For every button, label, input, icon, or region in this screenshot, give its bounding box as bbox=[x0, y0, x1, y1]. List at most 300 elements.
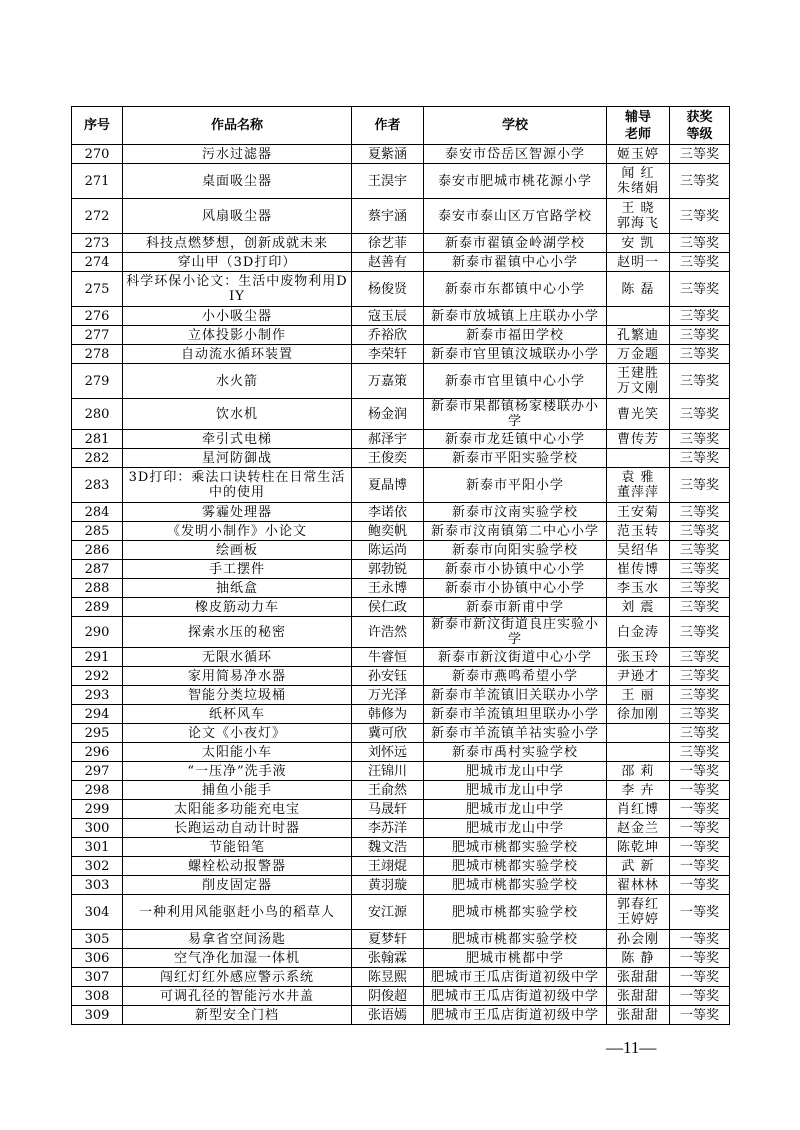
teacher-name: 李 卉 bbox=[621, 782, 655, 798]
row-title-cell: 抽纸盒 bbox=[123, 579, 352, 598]
row-author-cell: 李苏洋 bbox=[352, 819, 424, 838]
row-teacher-cell bbox=[607, 449, 670, 468]
row-title-cell: 科学环保小论文：生活中废物利用DIY bbox=[123, 272, 352, 307]
table-row bbox=[72, 800, 730, 819]
row-teacher-cell bbox=[607, 541, 670, 560]
row-no-cell: 300 bbox=[72, 819, 123, 838]
row-no-cell: 277 bbox=[72, 326, 123, 345]
header-teacher-line2: 老师 bbox=[624, 126, 651, 142]
row-school-cell: 肥城市龙山中学 bbox=[424, 781, 607, 800]
row-school-cell: 新泰市官里镇中心小学 bbox=[424, 364, 607, 399]
row-title-cell: 水火箭 bbox=[123, 364, 352, 399]
row-teacher-cell bbox=[607, 968, 670, 987]
row-teacher-cell bbox=[607, 648, 670, 667]
row-no-cell: 273 bbox=[72, 234, 123, 253]
teacher-name: 李玉水 bbox=[616, 580, 659, 596]
row-no-cell: 289 bbox=[72, 598, 123, 617]
row-teacher-cell bbox=[607, 1006, 670, 1025]
row-title-cell: 《发明小制作》小论文 bbox=[123, 522, 352, 541]
row-award-cell: 三等奖 bbox=[670, 253, 730, 272]
table-row bbox=[72, 617, 730, 648]
row-school-cell: 新泰市新汶街道中心小学 bbox=[424, 648, 607, 667]
table-row bbox=[72, 560, 730, 579]
row-teacher-cell bbox=[607, 307, 670, 326]
row-award-cell: 三等奖 bbox=[670, 560, 730, 579]
table-row bbox=[72, 857, 730, 876]
row-school-cell: 新泰市平阳小学 bbox=[424, 468, 607, 503]
row-school-cell: 新泰市新汶街道良庄实验小学 bbox=[424, 617, 607, 648]
teacher-name: 郭海飞 bbox=[616, 216, 659, 231]
row-title-cell: 橡皮筋动力车 bbox=[123, 598, 352, 617]
row-title-cell: 立体投影小制作 bbox=[123, 326, 352, 345]
row-no-cell: 270 bbox=[72, 145, 123, 164]
table-row bbox=[72, 686, 730, 705]
row-teacher-cell bbox=[607, 949, 670, 968]
row-title-cell: 牵引式电梯 bbox=[123, 430, 352, 449]
row-no-cell: 285 bbox=[72, 522, 123, 541]
row-teacher-cell bbox=[607, 800, 670, 819]
row-award-cell: 三等奖 bbox=[670, 449, 730, 468]
row-title-cell: 智能分类垃圾桶 bbox=[123, 686, 352, 705]
row-school-cell: 肥城市王瓜店街道初级中学 bbox=[424, 968, 607, 987]
row-teacher-cell bbox=[607, 667, 670, 686]
award-table bbox=[71, 106, 730, 1025]
row-school-cell: 新泰市翟镇金岭湖学校 bbox=[424, 234, 607, 253]
row-teacher-cell bbox=[607, 164, 670, 199]
row-award-cell: 一等奖 bbox=[670, 987, 730, 1006]
row-teacher-cell bbox=[607, 522, 670, 541]
row-award-cell: 三等奖 bbox=[670, 399, 730, 430]
row-teacher-cell bbox=[607, 987, 670, 1006]
row-title-cell: 螺栓松动报警器 bbox=[123, 857, 352, 876]
row-title-cell: 太阳能小车 bbox=[123, 743, 352, 762]
row-no-cell: 294 bbox=[72, 705, 123, 724]
row-school-cell: 肥城市桃都实验学校 bbox=[424, 857, 607, 876]
table-row bbox=[72, 667, 730, 686]
teacher-name: 孙会刚 bbox=[616, 931, 659, 947]
row-author-cell: 陈昱熙 bbox=[352, 968, 424, 987]
row-author-cell: 王俞然 bbox=[352, 781, 424, 800]
row-no-cell: 307 bbox=[72, 968, 123, 987]
row-no-cell: 291 bbox=[72, 648, 123, 667]
row-title-cell: 绘画板 bbox=[123, 541, 352, 560]
teacher-name: 陈 磊 bbox=[621, 281, 655, 297]
row-award-cell: 一等奖 bbox=[670, 876, 730, 895]
row-teacher-cell bbox=[607, 145, 670, 164]
header-author: 作者 bbox=[352, 107, 424, 145]
table-row bbox=[72, 1006, 730, 1025]
row-teacher-cell bbox=[607, 838, 670, 857]
row-author-cell: 李诺依 bbox=[352, 503, 424, 522]
table-row bbox=[72, 541, 730, 560]
teacher-name: 曹传芳 bbox=[616, 431, 659, 447]
row-author-cell: 韩修为 bbox=[352, 705, 424, 724]
teacher-name: 吴绍华 bbox=[616, 542, 659, 558]
table-row bbox=[72, 895, 730, 930]
row-no-cell: 292 bbox=[72, 667, 123, 686]
row-award-cell: 三等奖 bbox=[670, 522, 730, 541]
teacher-name: 赵明一 bbox=[616, 254, 659, 270]
row-title-cell: 易拿省空间汤匙 bbox=[123, 930, 352, 949]
row-no-cell: 281 bbox=[72, 430, 123, 449]
teacher-name: 王建胜 bbox=[616, 366, 659, 381]
row-teacher-cell bbox=[607, 617, 670, 648]
row-title-cell: 可调孔径的智能污水井盖 bbox=[123, 987, 352, 1006]
row-teacher-cell bbox=[607, 579, 670, 598]
teacher-name: 万金题 bbox=[616, 346, 659, 362]
row-title-cell: 太阳能多功能充电宝 bbox=[123, 800, 352, 819]
row-school-cell: 新泰市汶南实验学校 bbox=[424, 503, 607, 522]
row-award-cell: 三等奖 bbox=[670, 617, 730, 648]
teacher-name: 崔传博 bbox=[616, 561, 659, 577]
row-award-cell: 三等奖 bbox=[670, 724, 730, 743]
row-title-cell: 科技点燃梦想，创新成就未来 bbox=[123, 234, 352, 253]
teacher-name: 陈 静 bbox=[621, 950, 655, 966]
row-award-cell: 三等奖 bbox=[670, 598, 730, 617]
teacher-name: 张甜甜 bbox=[616, 1007, 659, 1023]
row-no-cell: 297 bbox=[72, 762, 123, 781]
row-author-cell: 万光泽 bbox=[352, 686, 424, 705]
row-school-cell: 肥城市桃都实验学校 bbox=[424, 876, 607, 895]
row-author-cell: 郝泽宇 bbox=[352, 430, 424, 449]
teacher-name: 王 晓 bbox=[621, 201, 655, 216]
table-row bbox=[72, 468, 730, 503]
header-title: 作品名称 bbox=[123, 107, 352, 145]
row-title-cell: 论文《小夜灯》 bbox=[123, 724, 352, 743]
row-teacher-cell bbox=[607, 781, 670, 800]
row-author-cell: 陈运尚 bbox=[352, 541, 424, 560]
row-teacher-cell bbox=[607, 895, 670, 930]
table-row bbox=[72, 579, 730, 598]
row-school-cell: 肥城市王瓜店街道初级中学 bbox=[424, 987, 607, 1006]
row-teacher-cell bbox=[607, 364, 670, 399]
row-award-cell: 三等奖 bbox=[670, 199, 730, 234]
row-author-cell: 徐艺菲 bbox=[352, 234, 424, 253]
row-title-cell: 小小吸尘器 bbox=[123, 307, 352, 326]
row-award-cell: 三等奖 bbox=[670, 468, 730, 503]
header-award-line1: 获奖 bbox=[686, 109, 713, 125]
row-title-cell: 探索水压的秘密 bbox=[123, 617, 352, 648]
row-teacher-cell bbox=[607, 743, 670, 762]
row-award-cell: 一等奖 bbox=[670, 895, 730, 930]
row-award-cell: 三等奖 bbox=[670, 326, 730, 345]
row-teacher-cell bbox=[607, 430, 670, 449]
row-no-cell: 284 bbox=[72, 503, 123, 522]
row-author-cell: 郭勃锐 bbox=[352, 560, 424, 579]
table-row bbox=[72, 522, 730, 541]
row-teacher-cell bbox=[607, 345, 670, 364]
row-author-cell: 侯仁政 bbox=[352, 598, 424, 617]
row-school-cell: 肥城市桃都实验学校 bbox=[424, 838, 607, 857]
row-no-cell: 271 bbox=[72, 164, 123, 199]
teacher-name: 刘 震 bbox=[621, 599, 655, 615]
row-author-cell: 汪锦川 bbox=[352, 762, 424, 781]
teacher-name: 赵金兰 bbox=[616, 820, 659, 836]
row-award-cell: 一等奖 bbox=[670, 762, 730, 781]
row-award-cell: 一等奖 bbox=[670, 838, 730, 857]
table-row bbox=[72, 164, 730, 199]
row-author-cell: 鲍奕帆 bbox=[352, 522, 424, 541]
row-award-cell: 三等奖 bbox=[670, 272, 730, 307]
row-school-cell: 新泰市翟镇中心小学 bbox=[424, 253, 607, 272]
row-author-cell: 万嘉策 bbox=[352, 364, 424, 399]
row-award-cell: 三等奖 bbox=[670, 430, 730, 449]
row-school-cell: 新泰市新甫中学 bbox=[424, 598, 607, 617]
row-title-cell: 饮水机 bbox=[123, 399, 352, 430]
teacher-name: 武 新 bbox=[621, 858, 655, 874]
row-award-cell: 三等奖 bbox=[670, 579, 730, 598]
row-award-cell: 三等奖 bbox=[670, 667, 730, 686]
row-school-cell: 新泰市东都镇中心小学 bbox=[424, 272, 607, 307]
row-author-cell: 夏梦轩 bbox=[352, 930, 424, 949]
row-teacher-cell bbox=[607, 876, 670, 895]
row-title-cell: 捕鱼小能手 bbox=[123, 781, 352, 800]
row-author-cell: 王淏宇 bbox=[352, 164, 424, 199]
table-row bbox=[72, 968, 730, 987]
row-school-cell: 新泰市羊流镇羊祜实验小学 bbox=[424, 724, 607, 743]
table-row bbox=[72, 987, 730, 1006]
row-no-cell: 275 bbox=[72, 272, 123, 307]
row-author-cell: 安江源 bbox=[352, 895, 424, 930]
table-row bbox=[72, 364, 730, 399]
row-title-cell: 空气净化加湿一体机 bbox=[123, 949, 352, 968]
row-title-cell: 新型安全门档 bbox=[123, 1006, 352, 1025]
teacher-name: 郭春红 bbox=[616, 897, 659, 912]
table-row bbox=[72, 781, 730, 800]
row-author-cell: 寇玉辰 bbox=[352, 307, 424, 326]
table-row bbox=[72, 253, 730, 272]
table-body bbox=[72, 145, 730, 1025]
row-teacher-cell bbox=[607, 199, 670, 234]
row-teacher-cell bbox=[607, 686, 670, 705]
row-award-cell: 三等奖 bbox=[670, 307, 730, 326]
table-row bbox=[72, 930, 730, 949]
row-title-cell: 无限水循环 bbox=[123, 648, 352, 667]
row-school-cell: 新泰市平阳实验学校 bbox=[424, 449, 607, 468]
row-school-cell: 新泰市禹村实验学校 bbox=[424, 743, 607, 762]
row-author-cell: 乔裕欣 bbox=[352, 326, 424, 345]
row-author-cell: 王俊奕 bbox=[352, 449, 424, 468]
table-row bbox=[72, 648, 730, 667]
table-row bbox=[72, 743, 730, 762]
teacher-name: 徐加刚 bbox=[616, 706, 659, 722]
row-school-cell: 新泰市羊流镇旧关联办小学 bbox=[424, 686, 607, 705]
row-school-cell: 新泰市向阳实验学校 bbox=[424, 541, 607, 560]
row-no-cell: 305 bbox=[72, 930, 123, 949]
row-title-cell: 3D打印：乘法口诀转柱在日常生活中的使用 bbox=[123, 468, 352, 503]
row-title-cell: 自动流水循环装置 bbox=[123, 345, 352, 364]
row-no-cell: 293 bbox=[72, 686, 123, 705]
teacher-name: 姬玉婷 bbox=[616, 146, 659, 162]
table-row bbox=[72, 949, 730, 968]
row-title-cell: 家用简易净水器 bbox=[123, 667, 352, 686]
table-row bbox=[72, 819, 730, 838]
row-no-cell: 282 bbox=[72, 449, 123, 468]
teacher-name: 王婷婷 bbox=[616, 912, 659, 927]
row-school-cell: 肥城市龙山中学 bbox=[424, 819, 607, 838]
row-author-cell: 夏晶博 bbox=[352, 468, 424, 503]
teacher-name: 白金涛 bbox=[616, 624, 659, 640]
teacher-name: 张玉玲 bbox=[616, 649, 659, 665]
row-author-cell: 杨俊贤 bbox=[352, 272, 424, 307]
row-no-cell: 308 bbox=[72, 987, 123, 1006]
row-teacher-cell bbox=[607, 253, 670, 272]
row-no-cell: 299 bbox=[72, 800, 123, 819]
row-title-cell: 长跑运动自动计时器 bbox=[123, 819, 352, 838]
row-award-cell: 三等奖 bbox=[670, 345, 730, 364]
row-no-cell: 283 bbox=[72, 468, 123, 503]
teacher-name: 张甜甜 bbox=[616, 988, 659, 1004]
row-no-cell: 276 bbox=[72, 307, 123, 326]
teacher-name: 闻 红 bbox=[621, 166, 655, 181]
table-row bbox=[72, 345, 730, 364]
row-school-cell: 新泰市龙廷镇中心小学 bbox=[424, 430, 607, 449]
row-school-cell: 新泰市羊流镇坦里联办小学 bbox=[424, 705, 607, 724]
teacher-name: 袁 雅 bbox=[621, 470, 655, 485]
row-award-cell: 一等奖 bbox=[670, 800, 730, 819]
row-teacher-cell bbox=[607, 705, 670, 724]
row-title-cell: 桌面吸尘器 bbox=[123, 164, 352, 199]
row-no-cell: 290 bbox=[72, 617, 123, 648]
row-title-cell: 一种利用风能驱赶小鸟的稻草人 bbox=[123, 895, 352, 930]
row-school-cell: 肥城市桃都实验学校 bbox=[424, 930, 607, 949]
row-no-cell: 274 bbox=[72, 253, 123, 272]
row-award-cell: 一等奖 bbox=[670, 930, 730, 949]
row-author-cell: 王翊焜 bbox=[352, 857, 424, 876]
table-row bbox=[72, 234, 730, 253]
row-title-cell: 风扇吸尘器 bbox=[123, 199, 352, 234]
row-title-cell: 削皮固定器 bbox=[123, 876, 352, 895]
row-school-cell: 新泰市福田学校 bbox=[424, 326, 607, 345]
row-title-cell: “一压净”洗手液 bbox=[123, 762, 352, 781]
table-row bbox=[72, 876, 730, 895]
teacher-name: 邵 莉 bbox=[621, 763, 655, 779]
row-award-cell: 一等奖 bbox=[670, 968, 730, 987]
teacher-name: 尹逊才 bbox=[616, 668, 659, 684]
table-row bbox=[72, 145, 730, 164]
row-no-cell: 303 bbox=[72, 876, 123, 895]
row-title-cell: 雾霾处理器 bbox=[123, 503, 352, 522]
header-teacher-line1: 辅导 bbox=[624, 109, 651, 125]
page-number: —11— bbox=[606, 1038, 657, 1057]
row-teacher-cell bbox=[607, 399, 670, 430]
row-no-cell: 301 bbox=[72, 838, 123, 857]
row-author-cell: 张语嫣 bbox=[352, 1006, 424, 1025]
row-award-cell: 三等奖 bbox=[670, 705, 730, 724]
row-no-cell: 309 bbox=[72, 1006, 123, 1025]
teacher-name: 曹光笑 bbox=[616, 406, 659, 422]
table-row bbox=[72, 272, 730, 307]
teacher-name: 肖红博 bbox=[616, 801, 659, 817]
header-school: 学校 bbox=[424, 107, 607, 145]
row-no-cell: 286 bbox=[72, 541, 123, 560]
row-teacher-cell bbox=[607, 272, 670, 307]
table-row bbox=[72, 449, 730, 468]
row-teacher-cell bbox=[607, 326, 670, 345]
row-teacher-cell bbox=[607, 234, 670, 253]
row-school-cell: 肥城市桃都实验学校 bbox=[424, 895, 607, 930]
row-author-cell: 冀可欣 bbox=[352, 724, 424, 743]
table-row bbox=[72, 199, 730, 234]
row-award-cell: 三等奖 bbox=[670, 648, 730, 667]
teacher-name: 翟林林 bbox=[616, 877, 659, 893]
row-award-cell: 三等奖 bbox=[670, 743, 730, 762]
row-award-cell: 三等奖 bbox=[670, 164, 730, 199]
teacher-name: 孔繁迪 bbox=[616, 327, 659, 343]
row-no-cell: 279 bbox=[72, 364, 123, 399]
teacher-name: 王安菊 bbox=[616, 504, 659, 520]
row-no-cell: 298 bbox=[72, 781, 123, 800]
row-school-cell: 新泰市汶南镇第二中心小学 bbox=[424, 522, 607, 541]
row-teacher-cell bbox=[607, 819, 670, 838]
row-no-cell: 278 bbox=[72, 345, 123, 364]
row-author-cell: 王永博 bbox=[352, 579, 424, 598]
row-award-cell: 一等奖 bbox=[670, 1006, 730, 1025]
row-no-cell: 304 bbox=[72, 895, 123, 930]
row-author-cell: 张翰霖 bbox=[352, 949, 424, 968]
table-row bbox=[72, 307, 730, 326]
row-title-cell: 穿山甲（3D打印） bbox=[123, 253, 352, 272]
row-author-cell: 马晟轩 bbox=[352, 800, 424, 819]
table-row bbox=[72, 503, 730, 522]
row-teacher-cell bbox=[607, 857, 670, 876]
table-row bbox=[72, 705, 730, 724]
teacher-name: 范玉转 bbox=[616, 523, 659, 539]
row-no-cell: 302 bbox=[72, 857, 123, 876]
row-award-cell: 三等奖 bbox=[670, 364, 730, 399]
row-title-cell: 节能铅笔 bbox=[123, 838, 352, 857]
row-author-cell: 孙安钰 bbox=[352, 667, 424, 686]
table-row bbox=[72, 399, 730, 430]
row-teacher-cell bbox=[607, 560, 670, 579]
row-teacher-cell bbox=[607, 598, 670, 617]
header-award bbox=[670, 107, 730, 145]
table-row bbox=[72, 762, 730, 781]
row-award-cell: 三等奖 bbox=[670, 503, 730, 522]
table-row bbox=[72, 326, 730, 345]
row-school-cell: 新泰市小协镇中心小学 bbox=[424, 560, 607, 579]
row-title-cell: 手工摆件 bbox=[123, 560, 352, 579]
row-award-cell: 一等奖 bbox=[670, 949, 730, 968]
row-school-cell: 肥城市王瓜店街道初级中学 bbox=[424, 1006, 607, 1025]
row-author-cell: 杨金润 bbox=[352, 399, 424, 430]
teacher-name: 朱绪娟 bbox=[616, 181, 659, 196]
table-row bbox=[72, 430, 730, 449]
teacher-name: 陈乾坤 bbox=[616, 839, 659, 855]
row-award-cell: 三等奖 bbox=[670, 145, 730, 164]
row-no-cell: 306 bbox=[72, 949, 123, 968]
row-author-cell: 许浩然 bbox=[352, 617, 424, 648]
row-school-cell: 肥城市龙山中学 bbox=[424, 762, 607, 781]
row-teacher-cell bbox=[607, 503, 670, 522]
row-author-cell: 黄羽璇 bbox=[352, 876, 424, 895]
row-award-cell: 一等奖 bbox=[670, 857, 730, 876]
header-teacher bbox=[607, 107, 670, 145]
row-no-cell: 295 bbox=[72, 724, 123, 743]
row-teacher-cell bbox=[607, 930, 670, 949]
table-header-row bbox=[72, 107, 730, 145]
row-school-cell: 新泰市果都镇杨家楼联办小学 bbox=[424, 399, 607, 430]
row-author-cell: 蔡宇涵 bbox=[352, 199, 424, 234]
table-row bbox=[72, 838, 730, 857]
row-no-cell: 280 bbox=[72, 399, 123, 430]
row-school-cell: 新泰市官里镇汶城联办小学 bbox=[424, 345, 607, 364]
row-award-cell: 三等奖 bbox=[670, 234, 730, 253]
row-title-cell: 闯红灯红外感应警示系统 bbox=[123, 968, 352, 987]
row-teacher-cell bbox=[607, 762, 670, 781]
teacher-name: 万文刚 bbox=[616, 381, 659, 396]
row-author-cell: 魏文浩 bbox=[352, 838, 424, 857]
